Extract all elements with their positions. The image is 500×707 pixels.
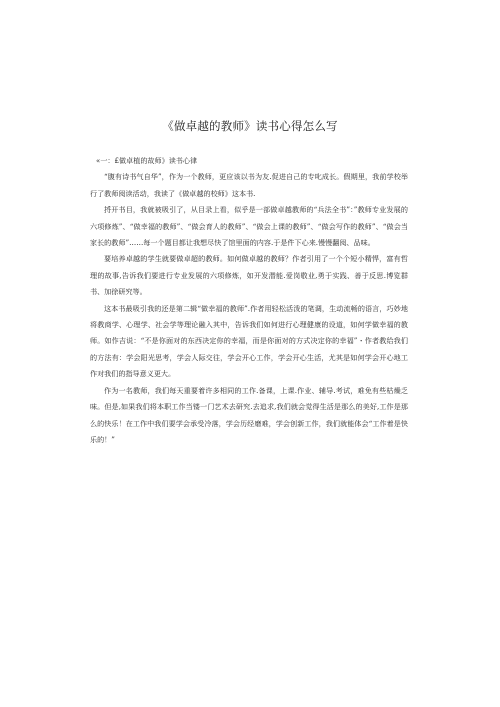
paragraph: 要培养卓越的学生就要做卓超的教师。如何做卓越的教师？作者引用了一个个短小精悍，富有哲理的故事,告诉我们要进行专业发展的六项修炼，如开发潜能.爱岗敬业,勇于实践、善于反思.博览群书、加徐研究等。 [90,254,408,297]
document-title: 《做卓越的教师》读书心得怎么写 [162,119,338,133]
paragraph: 捋开书目，我就被吸引了，从目录上看，似乎是一部做卓越教师的“兵法全书”：”教师专业发展的六项修炼”、“做幸福的教师”、“做会育人的教师”、“做会上课的教师”、“做会写作的教师”、“做会当家长的教师”……每一个题目都让我想尽快了馆里面的内容.于是件下心来.慢慢翻阅、品味。 [90,205,408,248]
paragraph: “腹有诗书气自华”，作为一个教师，更应该以书为友.促进自己的专叱成长。假期里，我前学校举行了教师阅读活动，我读了《做卓越的校师》这本书. [90,172,408,198]
paragraph: 这本书最吸引我的还是第二辑“做幸福的教师”.作者用轻松活泼的笔调，生动流畅的语言，巧妙地将教商学、心理学、社会学等理论融入其中，告诉我们如何进行心理健康的设道，如何学做幸福的教师。如作吉说：“不是你面对的东西决定你的幸福，而是你面对的方式决定你的幸福”・作者教给我们的方法有：学会阳光思考，学会人际交往，学会开心工作，学会开心生活，尤其是如何学会开心地工作对我们的指导意义更大。 [90,303,408,379]
section-subhead: «一：£做卓植的故师》读书心律 [96,156,198,165]
paragraph: 作为一名教师，我们每天重要着许多相同的工作.备课，上课.作业、辅导.考试，难免有些枯燥乏味。但是,如果我们将本职工作当镂一门艺术去研究.去追求,我们就会觉得生活是那么的美好,工作是那么的快乐！在工作中我们要学会承受冷落，学会历经磨难，学会创新工作，我们就能体会“工作着是快乐的！” [90,385,408,444]
document-body [90,153,408,448]
